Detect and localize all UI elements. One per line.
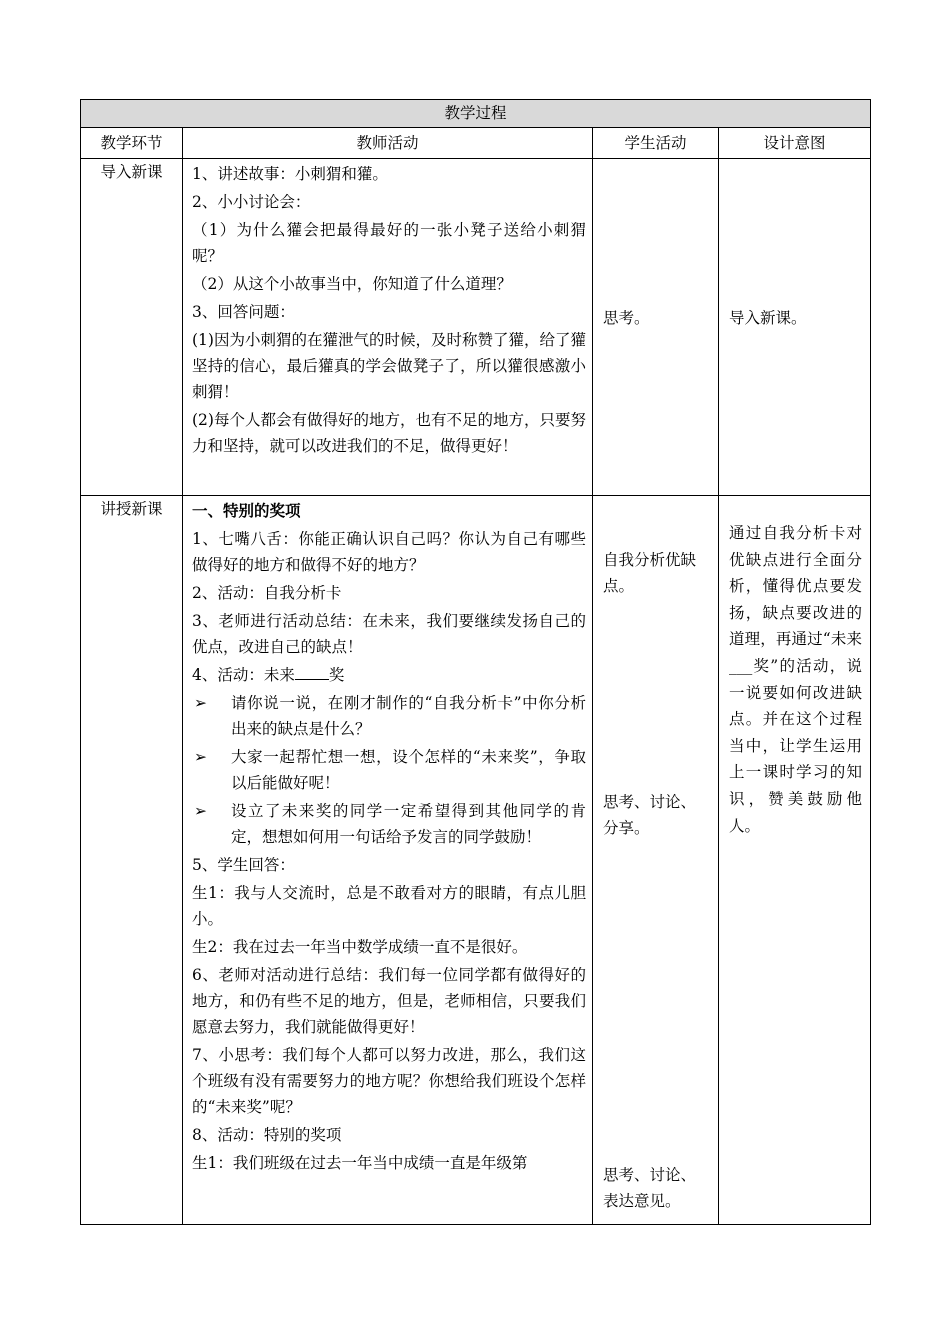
intro-item: 2、小小讨论会： xyxy=(192,193,311,211)
intro-student-cell xyxy=(593,159,719,496)
header-student-activity: 学生活动 xyxy=(593,128,719,159)
lecture-student-text: 思考、讨论、表达意见。 xyxy=(603,1166,697,1210)
lecture-student-text: 自我分析优缺点。 xyxy=(603,551,697,595)
intro-teacher-cell xyxy=(183,159,593,496)
teaching-process-table xyxy=(80,99,871,1225)
arrow-bullet-icon: ➢ xyxy=(194,802,207,820)
intro-item: （1）为什么獾会把最得最好的一张小凳子送给小刺猬呢？ xyxy=(192,221,586,265)
lecture-item: 3、老师进行活动总结：在未来，我们要继续发扬自己的优点，改进自己的缺点！ xyxy=(192,612,586,656)
arrow-bullet-icon: ➢ xyxy=(194,694,207,712)
header-teacher-activity: 教师活动 xyxy=(183,128,593,159)
intro-row xyxy=(81,159,871,496)
header-stage: 教学环节 xyxy=(81,128,183,159)
table-title: 教学过程 xyxy=(81,100,871,128)
arrow-bullet-icon: ➢ xyxy=(194,748,207,766)
bullet-item xyxy=(192,744,586,796)
lecture-heading: 一、特别的奖项 xyxy=(192,501,301,520)
lecture-intent-cell xyxy=(719,496,871,1225)
intro-item: (2)每个人都会有做得好的地方，也有不足的地方，只要努力和坚持，就可以改进我们的不足，做得更好！ xyxy=(192,411,586,455)
intro-item: 3、回答问题： xyxy=(192,303,295,321)
lecture-student-cell xyxy=(593,496,719,1225)
header-design-intent: 设计意图 xyxy=(719,128,871,159)
bullet-text: 大家一起帮忙想一想，设个怎样的“未来奖”，争取以后能做好呢！ xyxy=(231,748,586,792)
lecture-item: 8、活动：特别的奖项 xyxy=(192,1126,342,1144)
intro-item: （2）从这个小故事当中，你知道了什么道理？ xyxy=(192,275,512,293)
bullet-item xyxy=(192,798,586,850)
lecture-item: 6、老师对活动进行总结：我们每一位同学都有做得好的地方，和仍有些不足的地方，但是，老师相信，只要我们愿意去努力，我们就能做得更好！ xyxy=(192,966,586,1036)
intro-item: (1)因为小刺猬的在獾泄气的时候，及时称赞了獾，给了獾坚持的信心，最后獾真的学会做凳子了，所以獾很感激小刺猬！ xyxy=(192,331,586,401)
lecture-item: 7、小思考：我们每个人都可以努力改进，那么，我们这个班级有没有需要努力的地方呢？你想给我们班设个怎样的“未来奖”呢？ xyxy=(192,1046,586,1116)
intro-intent-text: 导入新课。 xyxy=(729,309,807,327)
bullet-text: 设立了未来奖的同学一定希望得到其他同学的肯定，想想如何用一句话给予发言的同学鼓励！ xyxy=(231,802,586,846)
lecture-item: 5、学生回答： xyxy=(192,856,295,874)
intro-intent-cell xyxy=(719,159,871,496)
bullet-text: 请你说一说，在刚才制作的“自我分析卡”中你分析出来的缺点是什么？ xyxy=(231,694,586,738)
section-lecture: 讲授新课 xyxy=(81,496,183,1225)
item4-suffix: 奖 xyxy=(328,666,345,684)
lecture-intent-text: 通过自我分析卡对优缺点进行全面分析，懂得优点要发扬，缺点要改进的道理，再通过“未来___奖”的活动，说一说要如何改进缺点。并在这个过程当中，让学生运用上一课时学习的知识，赞美鼓励他人。 xyxy=(729,524,863,835)
lecture-student-text: 思考、讨论、分享。 xyxy=(603,793,697,837)
intro-student-text: 思考。 xyxy=(603,309,650,327)
lecture-row xyxy=(81,496,871,1225)
intro-item: 1、讲述故事：小刺猬和獾。 xyxy=(192,165,388,183)
lecture-item: 2、活动：自我分析卡 xyxy=(192,584,342,602)
lecture-item: 生1：我与人交流时，总是不敢看对方的眼睛，有点儿胆小。 xyxy=(192,884,586,928)
item4-prefix: 4、活动：未来 xyxy=(192,666,295,684)
lecture-item-4 xyxy=(192,662,586,688)
section-intro: 导入新课 xyxy=(81,159,183,496)
fill-blank xyxy=(295,663,329,680)
lecture-teacher-cell xyxy=(183,496,593,1225)
lecture-item: 1、七嘴八舌：你能正确认识自己吗？你认为自己有哪些做得好的地方和做得不好的地方？ xyxy=(192,530,586,574)
lecture-item: 生1：我们班级在过去一年当中成绩一直是年级第 xyxy=(192,1154,528,1172)
lecture-item: 生2：我在过去一年当中数学成绩一直不是很好。 xyxy=(192,938,528,956)
bullet-item xyxy=(192,690,586,742)
header-row xyxy=(81,128,871,159)
